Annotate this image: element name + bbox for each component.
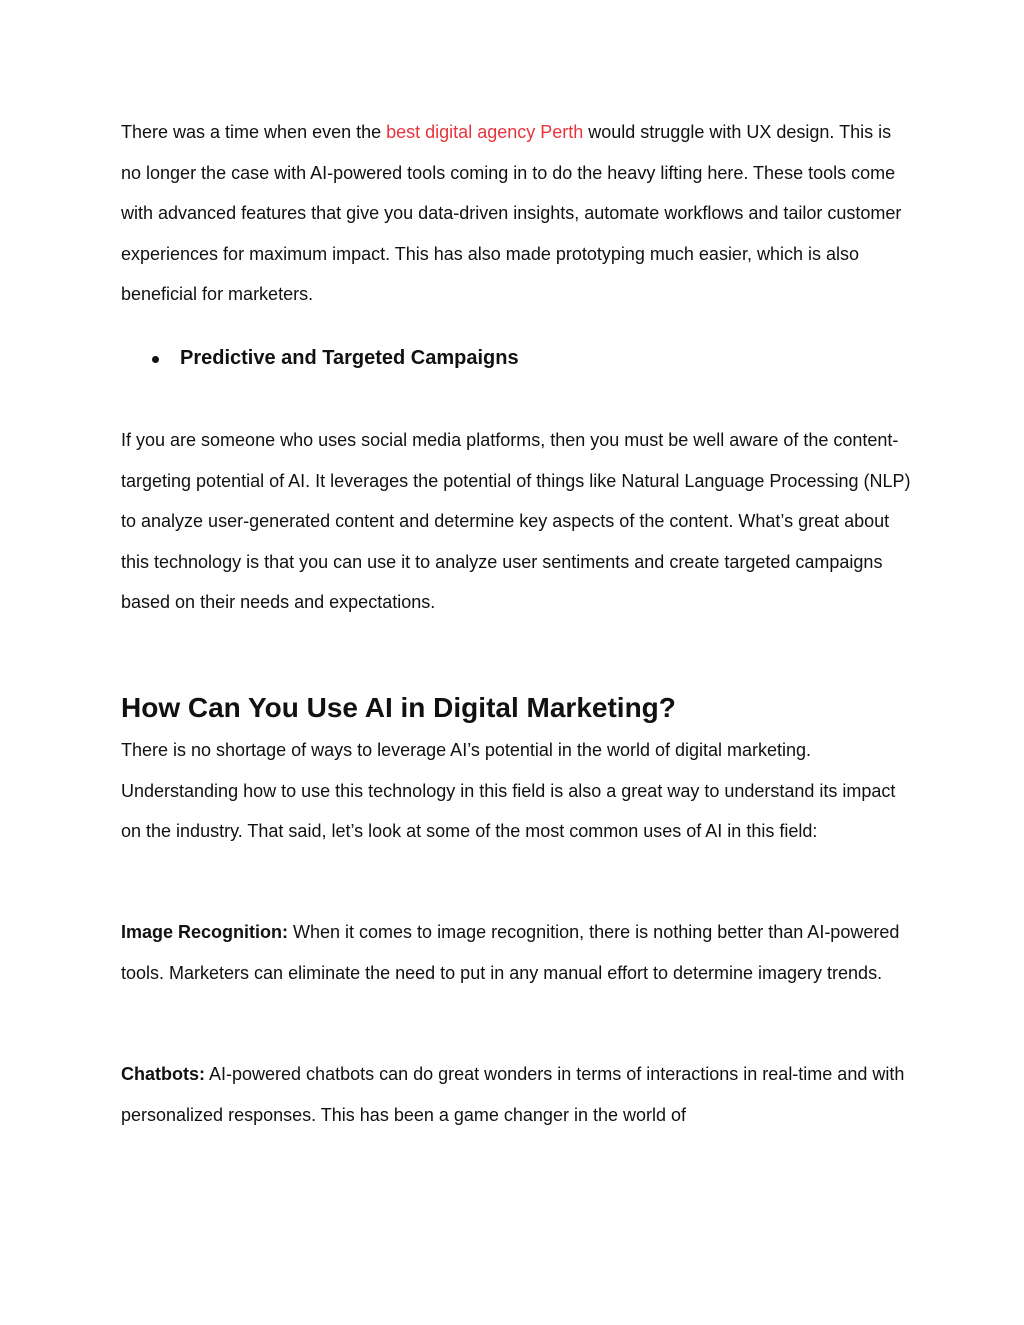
targeting-paragraph: If you are someone who uses social media platforms, then you must be well aware of the content-targeting potential of AI. It leverages the potential of things like Natural Language Processing (NLP) to analyze user-generated content and determine key aspects of the content. What’s great about this technology is that you can use it to analyze user sentiments and create targeted campaigns based on their needs and expectations. xyxy=(121,430,911,612)
bullet-heading: Predictive and Targeted Campaigns xyxy=(180,346,519,369)
intro-text-after-link: would struggle with UX design. This is no longer the case with AI-powered tools coming in to do the heavy lifting here. These tools come with advanced features that give you data-driven insights, automate workflows and tailor customer experiences for maximum impact. This has also made prototyping much easier, which is also beneficial for marketers. xyxy=(121,122,902,304)
chatbots-paragraph xyxy=(121,1054,911,1135)
best-digital-agency-link[interactable]: best digital agency Perth xyxy=(386,122,584,142)
chatbots-text: AI-powered chatbots can do great wonders in terms of interactions in real-time and with personalized responses. This has been a game changer in the world of xyxy=(121,1064,905,1125)
image-recognition-text: When it comes to image recognition, there is nothing better than AI-powered tools. Marketers can eliminate the need to put in any manual effort to determine imagery trends. xyxy=(121,922,900,983)
section-intro-paragraph: There is no shortage of ways to leverage AI’s potential in the world of digital marketing. Understanding how to use this technology in this field is also a great way to understand its impact on the industry. That said, let’s look at some of the most common uses of AI in this field: xyxy=(121,740,896,841)
image-recognition-paragraph xyxy=(121,912,911,993)
section-heading: How Can You Use AI in Digital Marketing? xyxy=(121,692,676,723)
image-recognition-term: Image Recognition: xyxy=(121,922,289,942)
intro-paragraph xyxy=(121,112,911,315)
bullet-dot-icon xyxy=(152,356,159,363)
intro-text-before-link: There was a time when even the xyxy=(121,122,387,142)
chatbots-term: Chatbots: xyxy=(121,1064,205,1084)
bullet-item xyxy=(152,338,519,378)
